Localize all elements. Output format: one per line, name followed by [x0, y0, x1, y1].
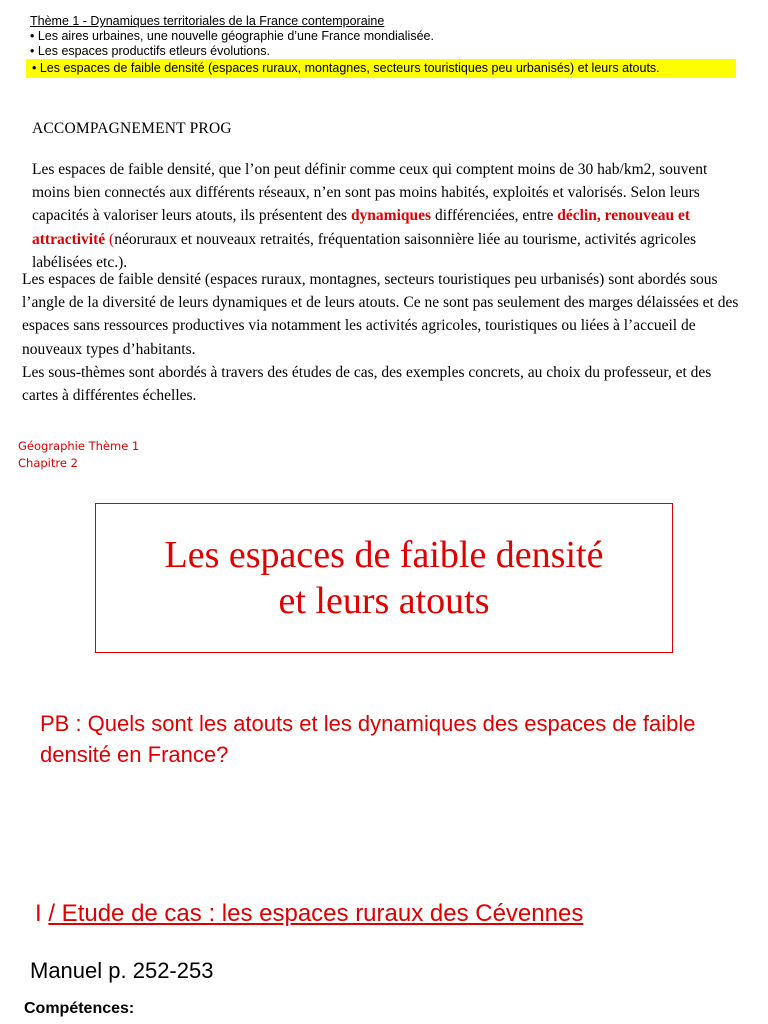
accompagnement-heading: ACCOMPAGNEMENT PROG — [32, 120, 232, 137]
accompagnement-paren: ( — [105, 230, 115, 248]
problematique: PB : Quels sont les atouts et les dynamiques des espaces de faible densité en France? — [40, 711, 696, 767]
section-title: / Etude de cas : les espaces ruraux des Cévennes — [48, 900, 584, 927]
accompagnement-text-3: néoruraux et nouveaux retraités, fréquentation saisonnière liée au tourisme, activités agricoles labélisées etc.). — [32, 230, 697, 271]
emphasis-dynamiques: dynamiques — [350, 207, 432, 225]
chapter-label — [18, 438, 139, 472]
accompagnement-paragraph — [32, 158, 744, 274]
section-heading — [35, 900, 583, 928]
emphasis-declin-renouveau: déclin, renouveau et attractivité — [32, 207, 691, 248]
manuel-reference: Manuel p. 252-253 — [30, 958, 214, 983]
theme-title: Thème 1 - Dynamiques territoriales de la France contemporaine — [30, 14, 385, 28]
chapter-label-line-1: Géographie Thème 1 — [18, 439, 140, 453]
theme-item-2: • Les espaces productifs etleurs évolutions. — [30, 44, 270, 58]
chapter-label-line-2: Chapitre 2 — [18, 456, 78, 470]
program-paragraph-1: Les espaces de faible densité (espaces ruraux, montagnes, secteurs touristiques peu urbanisés) sont abordés sous l’angle de la diversité de leurs dynamiques et de leurs atouts. Ce ne sont pas seulement des marges délaissées et des espaces sans ressources productives via notamment les activités agricoles, touristiques ou liées à l’accueil de nouveaux types d’habitants. — [22, 271, 739, 358]
program-paragraph-2: Les sous-thèmes sont abordés à travers des études de cas, des exemples concrets, au choix du professeur, et des cartes à différentes échelles. — [22, 363, 712, 405]
theme-block — [30, 14, 742, 78]
theme-item-1: • Les aires urbaines, une nouvelle géographie d’une France mondialisée. — [30, 29, 434, 43]
accompagnement-text-1: Les espaces de faible densité, que l’on peut définir comme ceux qui comptent moins de 30 hab/km2, souvent moins bien connectés aux différents réseaux, n’en sont pas moins habités, exploités et valorisés. Selon leurs capacités à valoriser leurs atouts, ils présentent des — [32, 161, 708, 225]
section-number: I — [35, 900, 49, 927]
chapter-title-box — [95, 503, 673, 653]
chapter-title-line-1: Les espaces de faible densité — [164, 534, 604, 576]
program-description — [22, 268, 750, 407]
theme-item-3-highlighted: • Les espaces de faible densité (espaces ruraux, montagnes, secteurs touristiques peu urbanisés) et leurs atouts. — [26, 59, 736, 78]
accompagnement-text-2: différenciées, entre — [431, 207, 558, 225]
competences-heading: Compétences: — [24, 1000, 135, 1017]
chapter-title-line-2: et leurs atouts — [278, 580, 490, 622]
